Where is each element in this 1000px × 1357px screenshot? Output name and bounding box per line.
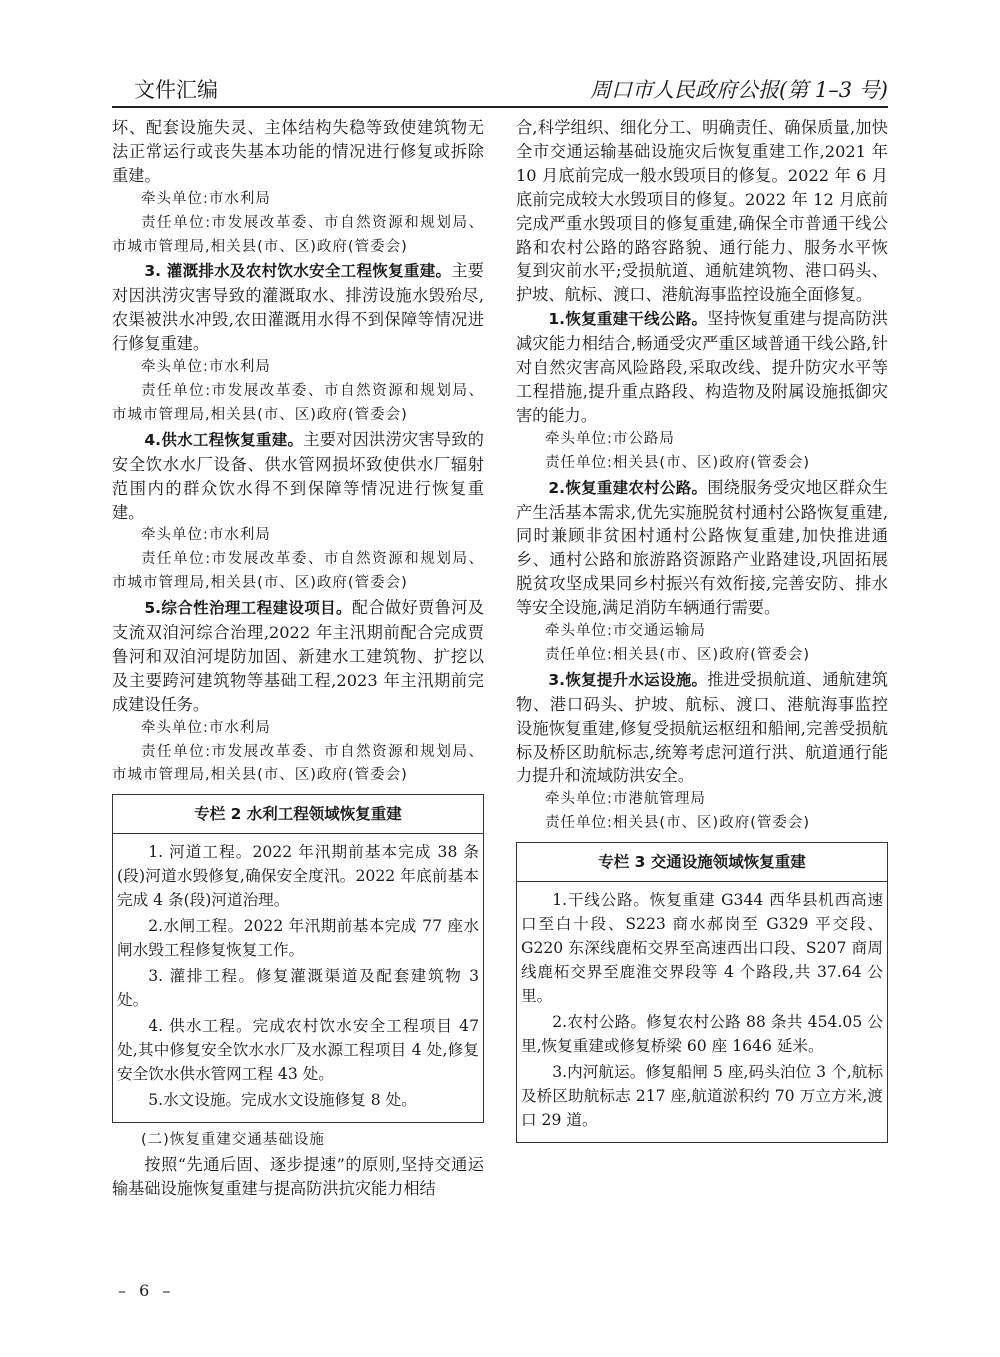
box-body	[113, 834, 483, 1122]
box-title: 专栏 3 交通设施领域恢复重建	[517, 843, 887, 882]
header-rule	[112, 106, 888, 108]
sidebar-box-transport	[516, 842, 888, 1143]
paragraph	[516, 476, 888, 620]
box-item: 1. 河道工程。2022 年汛期前基本完成 38 条(段)河道水毁修复,确保安全度汛。2022 年底前基本完成 4 条(段)河道治理。	[117, 843, 479, 910]
box-item: 3.内河航运。修复船闸 5 座,码头泊位 3 个,航标及桥区助航标志 217 座,航道淤积约 70 万立方米,渡口 29 道。	[521, 1063, 883, 1130]
item-heading: 2.恢复重建农村公路。	[548, 478, 708, 497]
box-item: 5.水文设施。完成水文设施修复 8 处。	[148, 1091, 417, 1110]
paragraph: 坏、配套设施失灵、主体结构失稳等致使建筑物无法正常运行或丧失基本功能的情况进行修复或拆除重建。	[112, 118, 484, 185]
item-heading: 4.供水工程恢复重建。	[144, 430, 304, 449]
paragraph	[112, 259, 484, 356]
item-text: 主要对因洪涝灾害导致的安全饮水水厂设备、供水管网损坏致使供水厂辐射范围内的群众饮水得不到保障等情况进行恢复重建。	[112, 429, 484, 522]
sidebar-box-water	[112, 794, 484, 1123]
right-column	[516, 116, 888, 1149]
left-column	[112, 116, 484, 1201]
item-heading: 3. 灌溉排水及农村饮水安全工程恢复重建。	[144, 262, 452, 281]
paragraph: 按照“先通后固、逐步提速”的原则,坚持交通运输基础设施恢复重建与提高防洪抗灾能力相结	[112, 1155, 484, 1199]
item-text: 配合做好贾鲁河及支流双洎河综合治理,2022 年主汛期前配合完成贾鲁河和双洎河堤防加固、新建水工建筑物、扩挖以及主要跨河建筑物等基础工程,2023 年主汛期前完成建设任务。	[112, 598, 484, 714]
item-text: 坚持恢复重建与提高防洪减灾能力相结合,畅通受灾严重区域普通干线公路,针对自然灾害高风险路段,采取改线、提升防灾水平等工程措施,提升重点路段、构造物及附属设施抵御灾害的能力。	[516, 309, 888, 425]
lead-unit: 牵头单位:市水利局	[141, 719, 271, 736]
box-item: 4. 供水工程。完成农村饮水安全工程项目 47 处,其中修复安全饮水水厂及水源工程项目 4 处,修复安全饮水供水管网工程 43 处。	[117, 1017, 479, 1084]
page-number: – 6 –	[118, 1281, 175, 1300]
item-text: 主要对因洪涝灾害导致的灌溉取水、排涝设施水毁殆尽,农渠被洪水冲毁,农田灌溉用水得不到保障等情况进行修复重建。	[112, 261, 484, 354]
lead-unit: 牵头单位:市水利局	[141, 359, 271, 376]
responsible-unit: 责任单位:市发展改革委、市自然资源和规划局、市城市管理局,相关县(市、区)政府(管委会)	[112, 551, 484, 592]
box-item: 2.水闸工程。2022 年汛期前基本完成 77 座水闸水毁工程修复恢复工作。	[117, 917, 479, 960]
responsible-unit: 责任单位:相关县(市、区)政府(管委会)	[545, 646, 811, 663]
lead-unit: 牵头单位:市交通运输局	[545, 623, 706, 640]
paragraph	[112, 596, 484, 717]
item-text: 推进受损航道、通航建筑物、港口码头、护坡、航标、渡口、港航海事监控设施恢复重建,修复受损航运枢纽和船闸,完善受损航标及桥区助航标志,统筹考虑河道行洪、航道通行能力提升和流域防洪安全。	[516, 669, 888, 786]
lead-unit: 牵头单位:市水利局	[141, 527, 271, 544]
responsible-unit: 责任单位:市发展改革委、市自然资源和规划局、市城市管理局,相关县(市、区)政府(管委会)	[112, 214, 484, 255]
section-heading: (二)恢复重建交通基础设施	[141, 1132, 325, 1149]
item-text: 围绕服务受灾地区群众生产生活基本需求,优先实施脱贫村通村公路恢复重建,同时兼顾非贫困村通村公路恢复重建,加快推进通乡、通村公路和旅游路资源路产业路建设,巩固拓展脱贫攻坚成果同乡村振兴有效衔接,完善安防、排水等安全设施,满足消防车辆通行需要。	[516, 477, 888, 618]
paragraph	[516, 307, 888, 428]
page-header	[112, 74, 888, 104]
item-heading: 1.恢复重建干线公路。	[548, 310, 708, 329]
responsible-unit: 责任单位:相关县(市、区)政府(管委会)	[545, 454, 811, 471]
box-item: 3. 灌排工程。修复灌溉渠道及配套建筑物 3 处。	[117, 967, 479, 1010]
box-item: 2.农村公路。修复农村公路 88 条共 454.05 公里,恢复重建或修复桥梁 60 座 1646 延米。	[521, 1013, 883, 1056]
responsible-unit: 责任单位:市发展改革委、市自然资源和规划局、市城市管理局,相关县(市、区)政府(管委会)	[112, 743, 484, 784]
lead-unit: 牵头单位:市港航管理局	[545, 791, 706, 808]
lead-unit: 牵头单位:市水利局	[141, 190, 271, 207]
responsible-unit: 责任单位:市发展改革委、市自然资源和规划局、市城市管理局,相关县(市、区)政府(管委会)	[112, 382, 484, 423]
box-title: 专栏 2 水利工程领域恢复重建	[113, 795, 483, 834]
paragraph: 合,科学组织、细化分工、明确责任、确保质量,加快全市交通运输基础设施灾后恢复重建工作,2021 年 10 月底前完成一般水毁项目的修复。2022 年 6 月底前完成较大水毁项目的修复。2022 年 12 月底前完成严重水毁项目的修复重建,确保全市普通干线公路和农村公路的路容路貌、通行能力、服务水平恢复到灾前水平;受损航道、通航建筑物、港口码头、护坡、航标、渡口、港航海事监控设施全面修复。	[516, 118, 888, 305]
paragraph	[516, 668, 888, 789]
box-body	[517, 882, 887, 1142]
header-publication-title: 周口市人民政府公报(第 1–3 号)	[590, 78, 888, 102]
paragraph	[112, 428, 484, 525]
lead-unit: 牵头单位:市公路局	[545, 430, 675, 447]
item-heading: 5.综合性治理工程建设项目。	[144, 599, 352, 618]
box-item: 1.干线公路。恢复重建 G344 西华县机西高速口至白十段、S223 商水郝岗至 G329 平交段、G220 东深线鹿柘交界至高速西出口段、S207 商周线鹿柘交界至鹿淮交界段等 4 个路段,共 37.64 公里。	[521, 891, 883, 1006]
item-heading: 3.恢复提升水运设施。	[548, 670, 708, 689]
responsible-unit: 责任单位:相关县(市、区)政府(管委会)	[545, 815, 811, 832]
header-section-title: 文件汇编	[134, 78, 218, 102]
